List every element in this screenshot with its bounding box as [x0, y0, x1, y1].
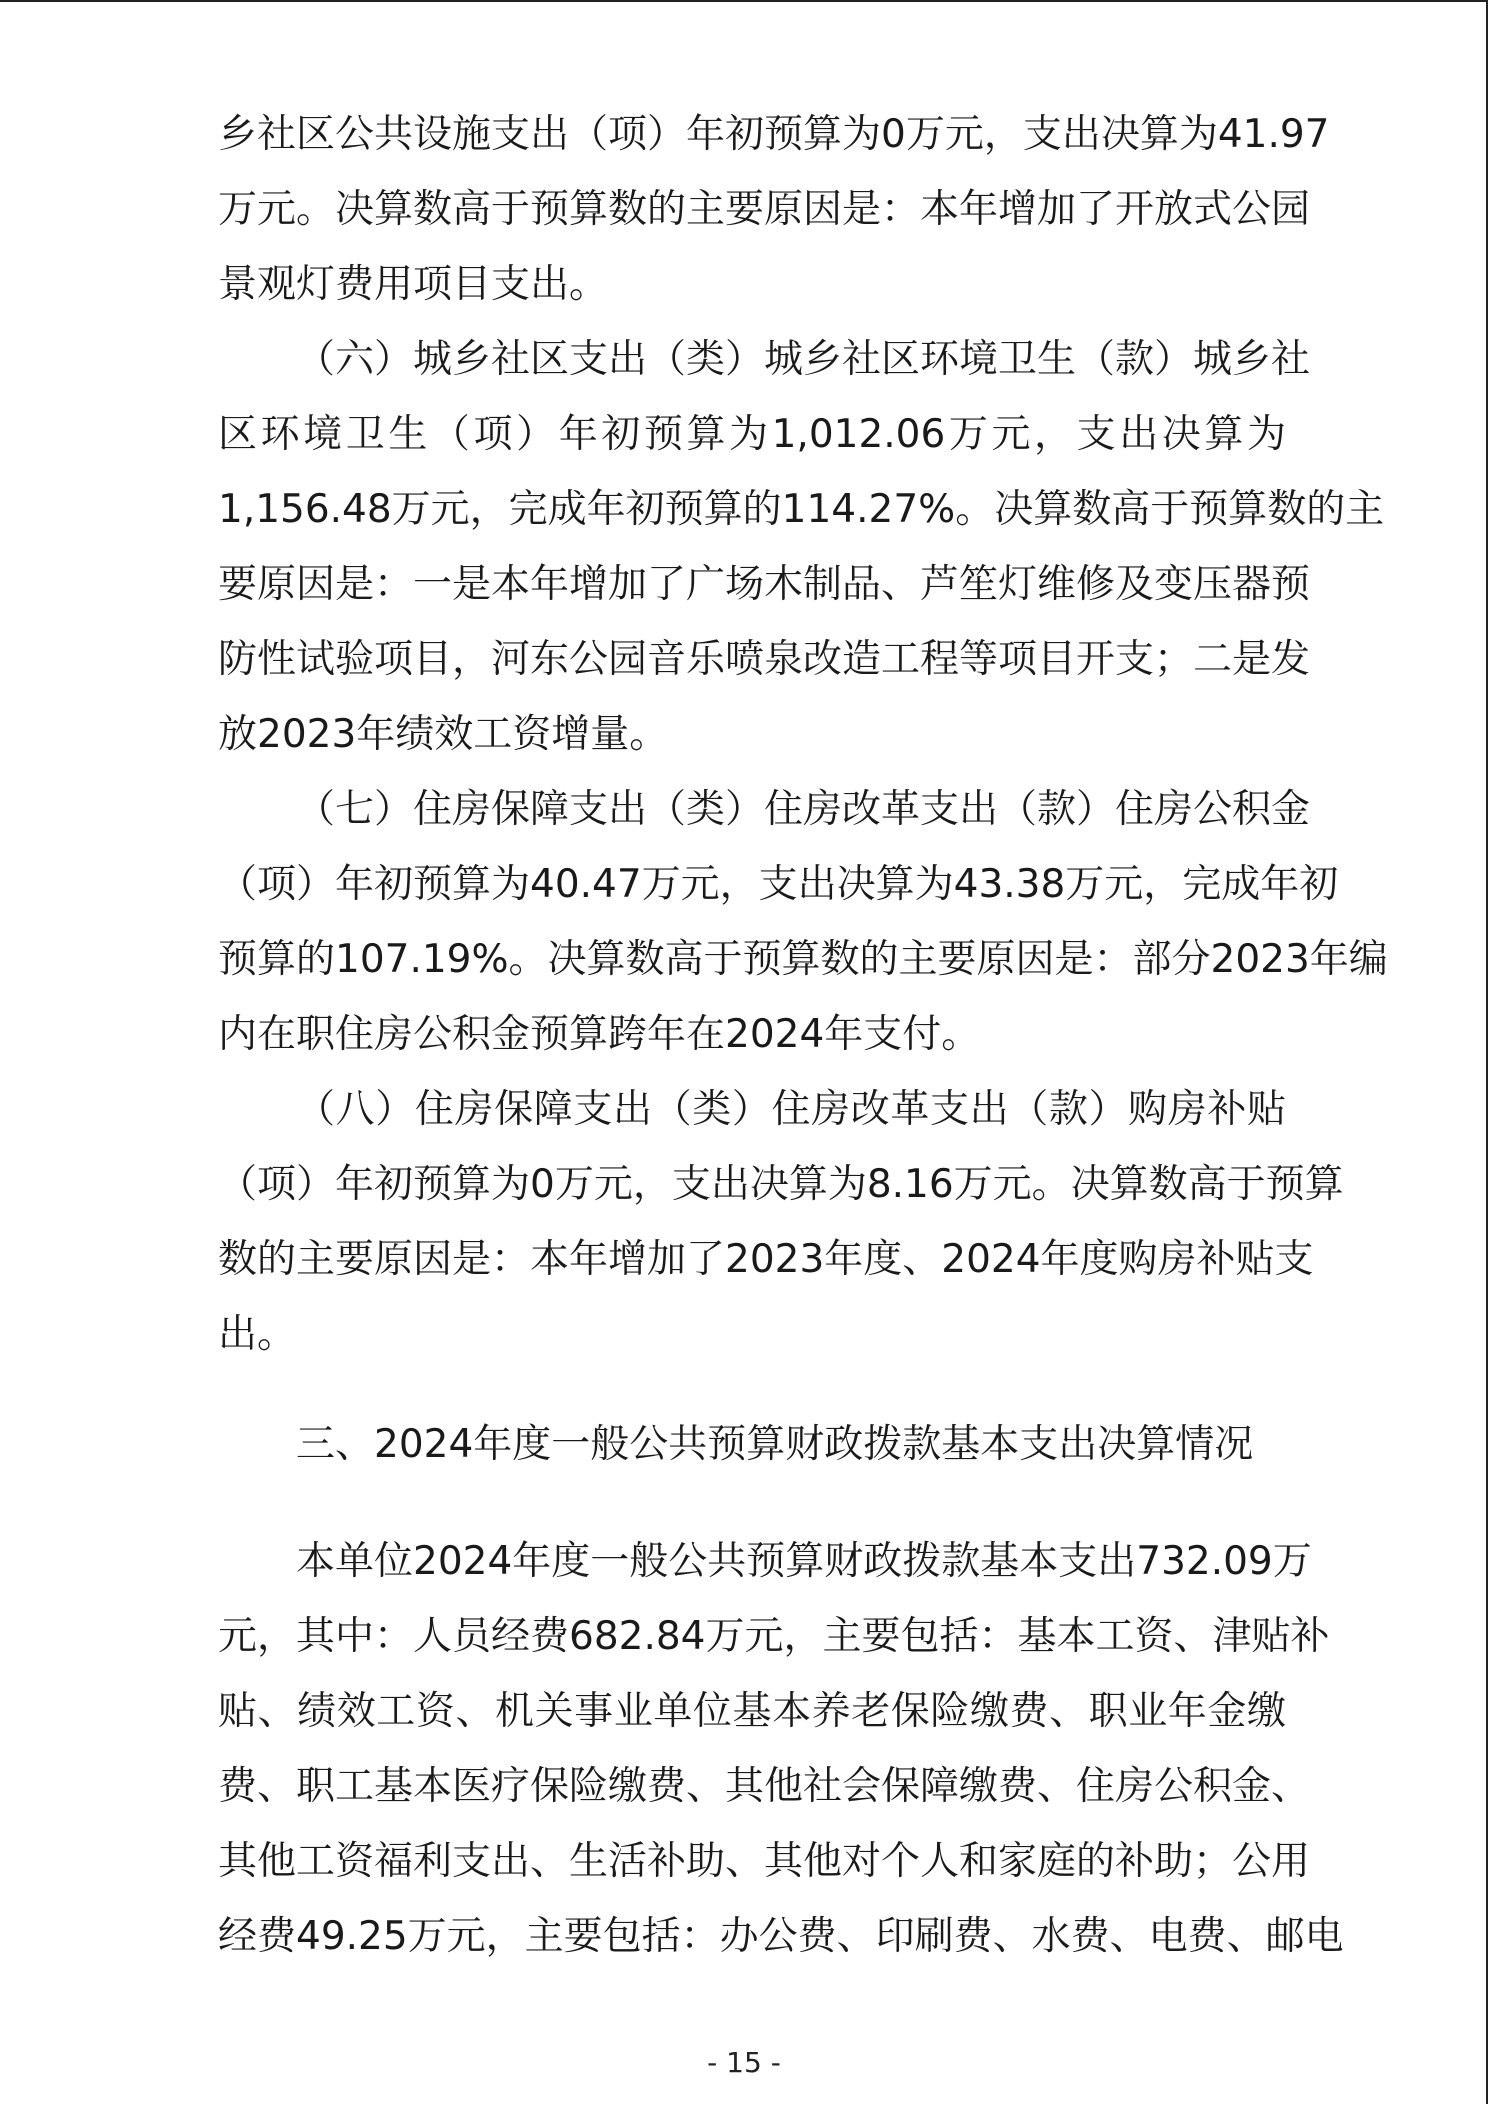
text-line: 景观灯费用项目支出。 — [218, 262, 609, 307]
body-text-top — [218, 97, 1388, 1372]
text-line: 区环境卫生（项）年初预算为1,012.06万元，支出决算为 — [218, 412, 1286, 457]
text-line: 防性试验项目，河东公园音乐喷泉改造工程等项目开支；二是发 — [218, 637, 1311, 682]
text-line: 放2023年绩效工资增量。 — [218, 712, 669, 757]
text-line: 乡社区公共设施支出（项）年初预算为0万元，支出决算为41.97 — [218, 112, 1330, 157]
text-line: 费、职工基本医疗保险缴费、其他社会保障缴费、住房公积金、 — [218, 1764, 1311, 1809]
text-line: （项）年初预算为0万元，支出决算为8.16万元。决算数高于预算 — [218, 1162, 1344, 1207]
text-line: 内在职住房公积金预算跨年在2024年支付。 — [218, 1012, 981, 1057]
text-line: 1,156.48万元，完成年初预算的114.27%。决算数高于预算数的主 — [218, 487, 1385, 532]
text-line: （项）年初预算为40.47万元，支出决算为43.38万元，完成年初 — [218, 862, 1339, 907]
page-number: - 15 - — [707, 2046, 781, 2079]
paragraph-first-line: （六）城乡社区支出（类）城乡社区环境卫生（款）城乡社 — [296, 337, 1311, 382]
paragraph-first-line: （七）住房保障支出（类）住房改革支出（款）住房公积金 — [296, 787, 1311, 832]
text-line: 要原因是：一是本年增加了广场木制品、芦笙灯维修及变压器预 — [218, 562, 1311, 607]
paragraph-first-line: （八）住房保障支出（类）住房改革支出（款）购房补贴 — [296, 1087, 1286, 1132]
text-line: 元，其中：人员经费682.84万元，主要包括：基本工资、津贴补 — [218, 1614, 1330, 1659]
section-heading: 三、2024年度一般公共预算财政拨款基本支出决算情况 — [296, 1422, 1254, 1467]
text-line: 出。 — [218, 1312, 297, 1357]
body-text-bottom — [218, 1524, 1344, 1974]
text-line: 万元。决算数高于预算数的主要原因是：本年增加了开放式公园 — [218, 187, 1311, 232]
text-line: 经费49.25万元，主要包括：办公费、印刷费、水费、电费、邮电 — [218, 1914, 1344, 1959]
paragraph-first-line: 本单位2024年度一般公共预算财政拨款基本支出732.09万 — [296, 1539, 1312, 1584]
text-line: 预算的107.19%。决算数高于预算数的主要原因是：部分2023年编 — [218, 937, 1388, 982]
text-line: 其他工资福利支出、生活补助、其他对个人和家庭的补助；公用 — [218, 1839, 1311, 1884]
text-line: 贴、绩效工资、机关事业单位基本养老保险缴费、职业年金缴 — [218, 1689, 1286, 1734]
text-line: 数的主要原因是：本年增加了2023年度、2024年度购房补贴支 — [218, 1237, 1314, 1282]
